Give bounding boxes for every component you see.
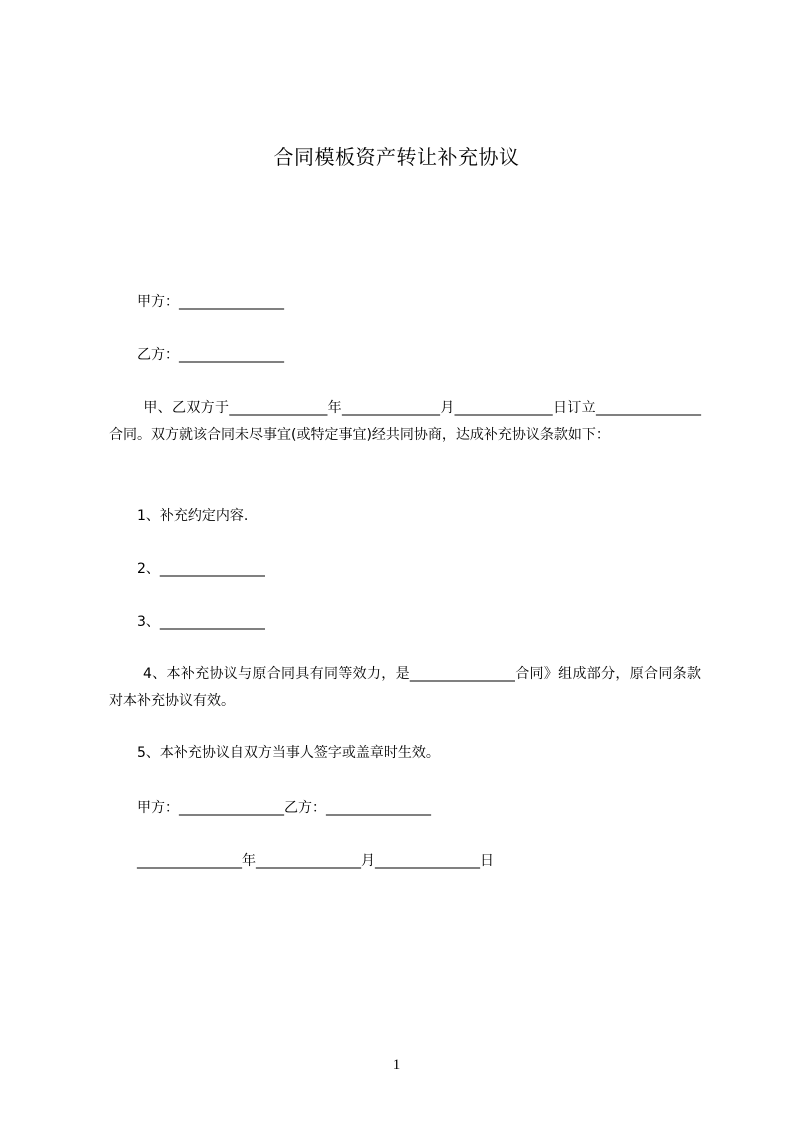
intro-paragraph — [109, 395, 701, 449]
intro-text: 甲、乙双方于______________年______________月______________日订立_______________合同。双方就该合同未尽事宜(或特定事宜)经共同协商，达成补充协议条款如下： — [109, 400, 701, 443]
date-line: _______________年_______________月_______________日 — [137, 853, 494, 869]
clause-4-text: 4、本补充协议与原合同具有同等效力，是_______________合同》组成部分，原合同条款对本补充协议有效。 — [109, 666, 701, 709]
party-a-line: 甲方：_______________ — [137, 294, 284, 310]
signature-line: 甲方：_______________乙方：_______________ — [137, 800, 431, 816]
clause-4-paragraph — [109, 661, 701, 715]
clause-3: 3、_______________ — [137, 614, 265, 630]
clause-1: 1、补充约定内容. — [137, 508, 249, 524]
party-b-line: 乙方：_______________ — [137, 347, 284, 363]
page-number: 1 — [392, 1057, 401, 1073]
document-title: 合同模板资产转让补充协议 — [273, 145, 520, 169]
clause-5: 5、本补充协议自双方当事人签字或盖章时生效。 — [137, 745, 440, 761]
clause-2: 2、_______________ — [137, 561, 265, 577]
